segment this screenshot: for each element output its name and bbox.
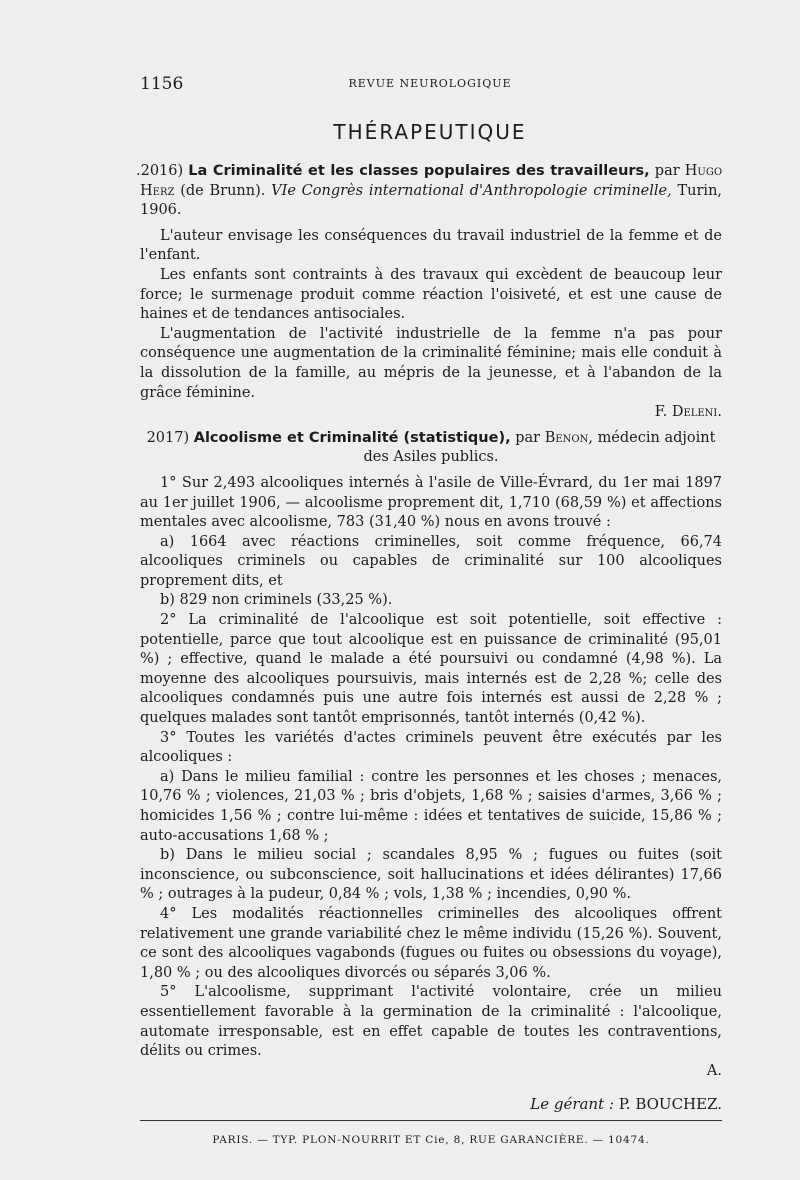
article-heading-2016 — [136, 162, 723, 221]
section-title: THÉRAPEUTIQUE — [333, 120, 527, 144]
paragraph: 5° L'alcoolisme, supprimant l'activité volontaire, crée un milieu essentiellement favorable à la germination de la criminalité : l'alcoolique, automate irresponsable, est en effet capable de toutes les contraventions, délits ou crimes. — [140, 984, 722, 1060]
article-body — [136, 162, 723, 1151]
journal-title: REVUE NEUROLOGIQUE — [348, 77, 512, 90]
article-signature: A. — [706, 1062, 722, 1079]
gerant-name: P. BOUCHEZ. — [618, 1095, 722, 1114]
article-author: Benon, — [544, 429, 593, 446]
article-by: par — [515, 429, 541, 446]
article-number: 2017) — [146, 429, 190, 446]
paragraph: 3° Toutes les variétés d'actes criminels peuvent être exécutés par les alcooliques : — [140, 729, 722, 766]
paragraph: 4° Les modalités réactionnelles criminelles des alcooliques offrent relativement une grande variabilité chez le même individu (15,26 %). Souvent, ce sont des alcooliques vagabonds (fugues ou fuites ou obsessions du voyage), 1,80 % ; ou des alcooliques divorcés ou séparés 3,06 %. — [140, 905, 722, 981]
footer-divider — [140, 1120, 722, 1121]
article-title: Alcoolisme et Criminalité (statistique), — [193, 429, 511, 446]
paragraph: L'auteur envisage les conséquences du travail industriel de la femme et de l'enfant. — [140, 227, 722, 264]
paragraph: b) Dans le milieu social ; scandales 8,95 % ; fugues ou fuites (soit inconscience, ou subconscience, soit hallucinations et idées délirantes) 17,66 % ; outrages à la pudeur, 0,84 % ; vols, 1,38 % ; incendies, 0,90 %. — [140, 847, 722, 903]
page-number: 1156 — [140, 74, 184, 94]
paragraph: 2° La criminalité de l'alcoolique est soit potentielle, soit effective : potentielle, parce que tout alcoolique est en puissance de criminalité (95,01 %) ; effective, quand le malade a été poursuivi ou condamné (4,98 %). La moyenne des alcooliques poursuivis, mais internés est de 2,28 %; celle des alcooliques condamnés puis une autre fois internés est aussi de 2,28 % ; quelques malades sont tantôt emprisonnés, tantôt internés (0,42 %). — [140, 612, 722, 727]
printer-footer: PARIS. — TYP. PLON-NOURRIT ET Cie, 8, RUE GARANCIÈRE. — 10474. — [212, 1133, 650, 1146]
gerant-label: Le gérant : — [530, 1095, 614, 1114]
article-by: par — [654, 163, 680, 179]
article-number: .2016) — [136, 163, 184, 179]
article-place-year: Turin, 1906. — [140, 182, 723, 219]
gerant-line — [140, 1095, 722, 1115]
paragraph: Les enfants sont contraints à des travaux qui excèdent de beaucoup leur force; le surmenage produit comme réaction l'oisiveté, et est une cause de haines et de tendances antisociales. — [140, 266, 722, 323]
article-title: La Criminalité et les classes populaires des travailleurs, — [188, 163, 650, 179]
article-signature: F. Deleni. — [654, 404, 722, 421]
paragraph: L'augmentation de l'activité industrielle de la femme n'a pas pour conséquence une augmentation de la criminalité féminine; mais elle conduit à la dissolution de la famille, au mépris de la jeunesse, et à l'abandon de la grâce féminine. — [140, 325, 722, 401]
article-venue: VIe Congrès international d'Anthropologie criminelle, — [271, 182, 672, 199]
article-author-place: (de Brunn). — [180, 182, 266, 199]
running-header — [140, 74, 720, 94]
article-heading-2017 — [140, 429, 722, 468]
paragraph: b) 829 non criminels (33,25 %). — [160, 592, 393, 609]
article-author-role: médecin adjoint des Asiles publics. — [363, 429, 716, 466]
article-author: Hugo Herz — [140, 163, 723, 199]
paragraph: a) Dans le milieu familial : contre les personnes et les choses ; menaces, 10,76 % ; violences, 21,03 % ; bris d'objets, 1,68 % ; saisies d'armes, 3,66 % ; homicides 1,56 % ; contre lui-même : idées et tentatives de suicide, 15,86 % ; auto-accusations 1,68 % ; — [140, 768, 722, 844]
paragraph: 1° Sur 2,493 alcooliques internés à l'asile de Ville-Évrard, du 1er mai 1897 au 1er juillet 1906, — alcoolisme proprement dit, 1,710 (68,59 %) et affections mentales avec alcoolisme, 783 (31,40 %) nous en avons trouvé : — [140, 474, 722, 531]
paragraph: a) 1664 avec réactions criminelles, soit comme fréquence, 66,74 alcooliques criminels ou capables de criminalité sur 100 alcooliques proprement dits, et — [140, 533, 722, 589]
